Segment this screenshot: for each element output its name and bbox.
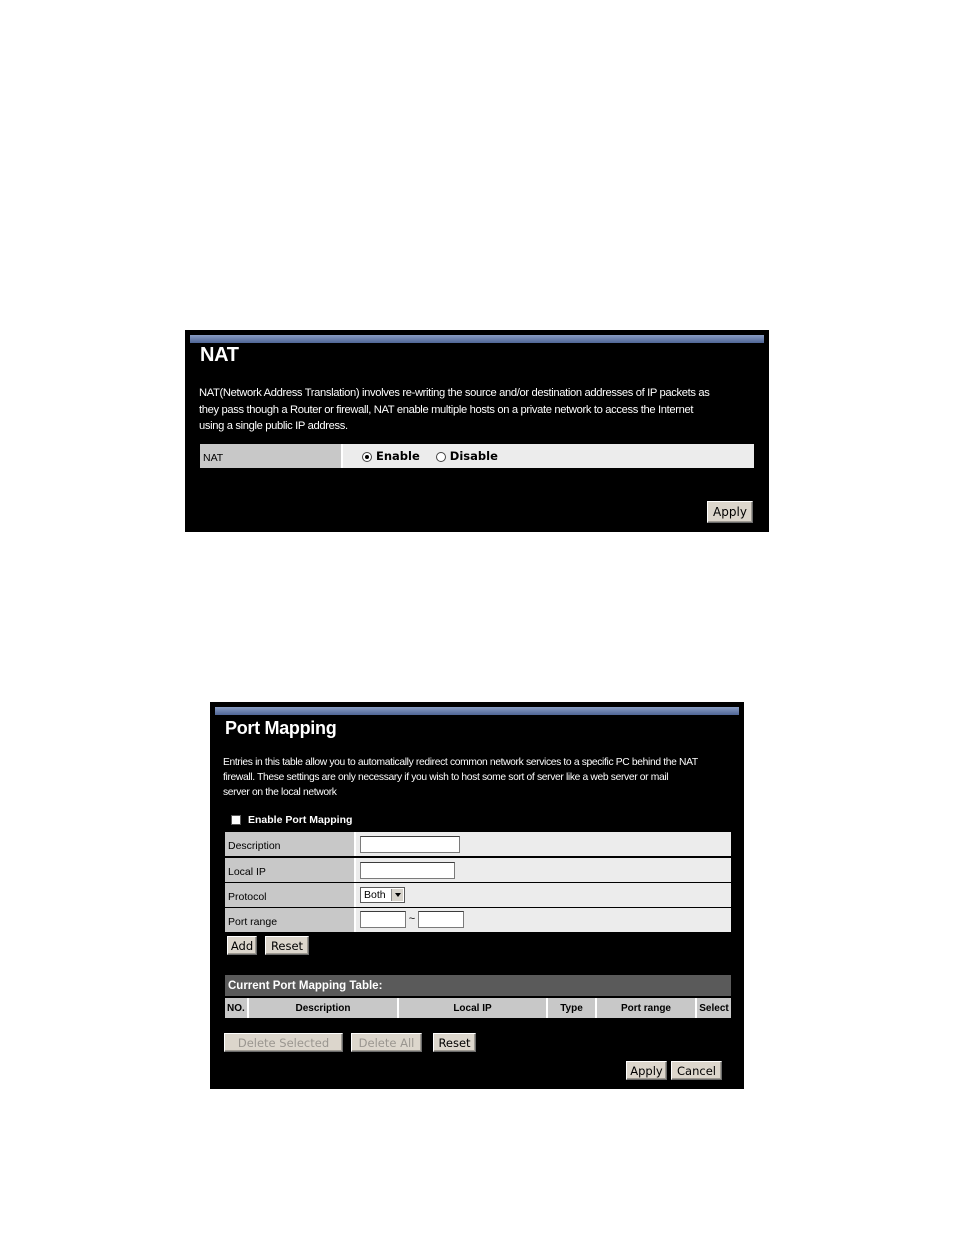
port-mapping-description xyxy=(223,755,738,800)
nat-description-line: they pass though a Router or firewall, NAT enable multiple hosts on a private network to access the Internet xyxy=(199,403,694,416)
port-mapping-description-line: server on the local network xyxy=(223,787,337,798)
port-mapping-header-bar xyxy=(215,707,739,715)
col-header-description: Description xyxy=(249,998,397,1018)
radio-enable-icon[interactable] xyxy=(362,452,372,462)
reset-table-button[interactable]: Reset xyxy=(433,1033,476,1052)
row-separator xyxy=(354,908,356,932)
local-ip-input[interactable] xyxy=(360,862,455,879)
port-mapping-description-line: firewall. These settings are only necessary if you wish to host some sort of server like a web server or mail xyxy=(223,772,669,783)
delete-all-button[interactable]: Delete All xyxy=(351,1033,422,1052)
nat-enable-label: Enable xyxy=(376,449,420,463)
protocol-selected-value: Both xyxy=(364,889,386,901)
port-mapping-table-header xyxy=(225,998,731,1018)
nat-disable-option[interactable] xyxy=(436,449,498,463)
table-title-text: Current Port Mapping Table: xyxy=(228,979,383,992)
port-cancel-button[interactable]: Cancel xyxy=(671,1061,722,1080)
nat-apply-button[interactable]: Apply xyxy=(707,501,753,523)
nat-enable-option[interactable] xyxy=(362,449,424,463)
nat-panel-header-bar xyxy=(190,335,764,343)
delete-selected-button[interactable]: Delete Selected xyxy=(224,1033,343,1052)
port-apply-button[interactable]: Apply xyxy=(626,1061,667,1080)
port-mapping-title: Port Mapping xyxy=(225,718,337,738)
nat-enable-radio-group xyxy=(362,449,498,463)
port-range-label: Port range xyxy=(225,908,354,932)
nat-title: NAT xyxy=(200,344,239,366)
col-header-no: NO. xyxy=(225,998,247,1018)
add-button[interactable]: Add xyxy=(227,936,257,955)
local-ip-row xyxy=(225,858,731,882)
port-range-from-input[interactable] xyxy=(360,911,406,928)
protocol-label: Protocol xyxy=(225,883,354,907)
port-mapping-table-title xyxy=(225,975,731,996)
enable-port-mapping-label: Enable Port Mapping xyxy=(248,814,353,826)
port-range-to-input[interactable] xyxy=(418,911,464,928)
col-header-select: Select xyxy=(697,998,731,1018)
nat-description-line: NAT(Network Address Translation) involves re-writing the source and/or destination addresses of IP packets as xyxy=(199,387,710,399)
row-separator xyxy=(354,832,356,856)
port-range-row xyxy=(225,908,731,932)
nat-label: NAT xyxy=(200,444,341,468)
protocol-row xyxy=(225,883,731,907)
port-mapping-description-line: Entries in this table allow you to automatically redirect common network services to a specific PC behind the NAT xyxy=(223,757,698,768)
description-input[interactable] xyxy=(360,836,460,853)
description-row xyxy=(225,832,731,856)
nat-setting-row xyxy=(200,444,754,468)
chevron-down-icon[interactable] xyxy=(391,889,403,901)
row-separator xyxy=(354,883,356,907)
port-range-separator: ~ xyxy=(408,913,416,925)
nat-description-line: using a single public IP address. xyxy=(199,420,348,432)
description-label: Description xyxy=(225,832,354,856)
nat-panel xyxy=(185,330,769,532)
protocol-select[interactable] xyxy=(360,887,405,903)
nat-description xyxy=(199,385,764,435)
col-header-type: Type xyxy=(548,998,595,1018)
local-ip-label: Local IP xyxy=(225,858,354,882)
radio-disable-icon[interactable] xyxy=(436,452,446,462)
port-mapping-panel xyxy=(210,702,744,1089)
nat-disable-label: Disable xyxy=(449,449,498,463)
row-separator xyxy=(354,858,356,882)
reset-form-button[interactable]: Reset xyxy=(265,936,309,955)
row-separator xyxy=(341,444,343,468)
col-header-port-range: Port range xyxy=(597,998,695,1018)
col-header-local-ip: Local IP xyxy=(399,998,546,1018)
enable-port-mapping-checkbox[interactable] xyxy=(231,815,241,825)
